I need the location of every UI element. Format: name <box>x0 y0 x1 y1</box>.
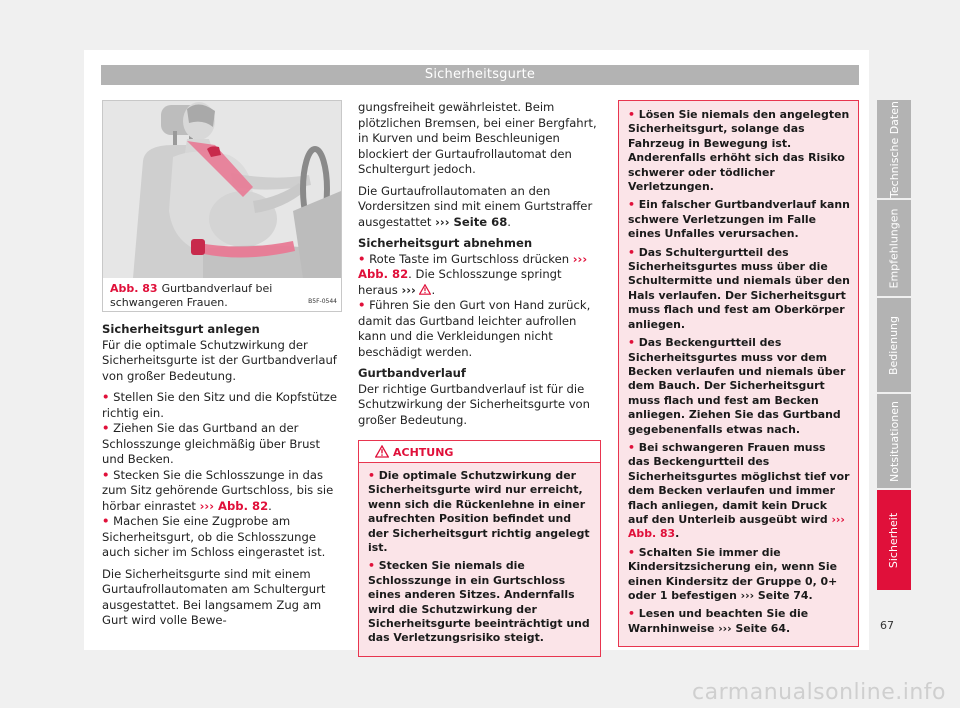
warning-item: • Stecken Sie niemals die Schlosszunge in ein Gurtschloss eines anderen Sitzes. Andernfalls wird die Schutzwirkung der Sicherheitsgurte beeinträchtigt und das Verletzungsrisiko steigt. <box>368 559 590 645</box>
tab-bedienung[interactable]: Bedienung <box>877 298 911 392</box>
arrow-ref[interactable]: ››› <box>740 589 755 602</box>
heading-sicherheitsgurt-abnehmen: Sicherheitsgurt abnehmen <box>358 236 533 250</box>
warning-triangle-icon <box>375 445 389 458</box>
arrow-ref[interactable]: ››› <box>718 621 732 635</box>
warning-item: • Ein falscher Gurtbandverlauf kann schwere Verletzungen im Falle eines Unfalles verursachen. <box>628 198 850 241</box>
warning-box-continued <box>618 100 859 647</box>
arrow-ref[interactable]: ››› <box>401 282 416 297</box>
column-left <box>102 100 342 629</box>
bullet-icon: • <box>102 514 110 528</box>
bullet-icon: • <box>368 559 375 573</box>
figure-caption <box>110 282 338 310</box>
warning-box <box>358 440 601 657</box>
bullet-icon: • <box>358 251 366 266</box>
col1-bullet-1: • Stellen Sie den Sitz und die Kopfstütze richtig ein. <box>102 390 337 420</box>
bullet-icon: • <box>628 545 635 559</box>
bullet-icon: • <box>628 108 635 121</box>
bullet-icon: • <box>628 440 635 454</box>
column-middle <box>358 100 601 657</box>
col1-bullet-4: • Machen Sie eine Zugprobe am Sicherheitsgurt, ob die Schlosszunge auch sicher im Schloss eingerastet ist. <box>102 514 326 559</box>
tab-technische-daten[interactable]: Technische Daten <box>877 100 911 198</box>
col2-bullet-2: • Führen Sie den Gurt von Hand zurück, damit das Gurtband leichter aufrollen kann und die Verkleidungen nicht beschädigt werden. <box>358 298 591 359</box>
warning-header <box>359 441 600 463</box>
link-seite-74[interactable]: Seite 74 <box>757 589 809 602</box>
col1-outro: Die Sicherheitsgurte sind mit einem Gurtaufrollautomaten am Schultergurt ausgestattet. Bei langsamem Zug am Gurt wird volle Bewe- <box>102 566 326 627</box>
col2-para3: Der richtige Gurtbandverlauf ist für die Schutzwirkung der Sicherheitsgurte von großer Bedeutung. <box>358 381 590 427</box>
warning-body-continued <box>619 101 858 646</box>
warning-item: • Das Schultergurtteil des Sicherheitsgurtes muss über die Schultermitte und niemals über den Hals verlaufen. Der Sicherheitsgurt muss flach und fest am Oberkörper anliegen. <box>628 245 850 331</box>
bullet-icon: • <box>628 198 635 212</box>
bullet-icon: • <box>102 467 110 482</box>
tab-sicherheit[interactable]: Sicherheit <box>877 490 911 590</box>
warning-item: • Lesen und beachten Sie die Warnhinweise ››› Seite 64. <box>628 607 809 635</box>
warning-item: • Das Beckengurtteil des Sicherheitsgurtes muss vor dem Becken verlaufen und niemals über dem Bauch. Der Sicherheitsgurt muss flach und fest am Becken anliegen. Ziehen Sie das Gurtband gegebenenfalls etwas nach. <box>628 336 846 436</box>
bullet-icon: • <box>102 421 110 435</box>
col1-bullet-2: • Ziehen Sie das Gurtband an der Schlosszunge gleichmäßig über Brust und Becken. <box>102 421 321 466</box>
page-number: 67 <box>880 619 894 632</box>
col2-continuation: gungsfreiheit gewährleistet. Beim plötzlichen Bremsen, bei einer Bergfahrt, in Kurven und beim Beschleunigen blockiert der Gurtaufrollautomat den Schultergurt jedoch. <box>358 100 597 176</box>
figure-box <box>102 100 342 312</box>
figure-illustration <box>103 101 341 278</box>
bullet-icon: • <box>628 336 635 350</box>
watermark: carmanualsonline.info <box>692 680 946 705</box>
tab-empfehlungen[interactable]: Empfehlungen <box>877 200 911 296</box>
link-seite-64[interactable]: Seite 64 <box>735 621 786 635</box>
heading-sicherheitsgurt-anlegen: Sicherheitsgurt anlegen <box>102 322 260 336</box>
bullet-icon: • <box>628 245 635 259</box>
bullet-icon: • <box>628 607 635 621</box>
col2-para2: Die Gurtaufrollautomaten an den Vordersitzen sind mit einem Gurtstraffer ausgestattet ››› Seite 68. <box>358 183 593 229</box>
tab-notsituationen[interactable]: Notsituationen <box>877 394 911 488</box>
col1-intro: Für die optimale Schutzwirkung der Sicherheitsgurte ist der Gurtbandverlauf von großer Bedeutung. <box>102 337 337 383</box>
link-seite-68[interactable]: ››› Seite 68 <box>435 214 508 229</box>
col1-bullet-3: • Stecken Sie die Schlosszunge in das zum Sitz gehörende Gurtschloss, bis sie hörbar einrastet ››› Abb. 82. <box>102 467 334 513</box>
link-abb-82[interactable]: ››› Abb. 82 <box>199 498 269 513</box>
warning-body <box>359 463 600 656</box>
column-right <box>618 100 859 647</box>
bullet-icon: • <box>368 469 375 482</box>
bullet-icon: • <box>102 390 110 404</box>
figure-code: B5F-0544 <box>308 297 337 305</box>
pregnant-woman-seatbelt-illustration <box>103 101 341 278</box>
figure-number: Abb. 83 <box>110 282 158 295</box>
page-header: Sicherheitsgurte <box>101 65 859 85</box>
link-abb-82-b[interactable]: ››› Abb. 82 <box>358 251 588 281</box>
warning-triangle-icon <box>419 284 431 295</box>
link-abb-83[interactable]: ››› Abb. 83 <box>628 512 845 541</box>
warning-item: • Bei schwangeren Frauen muss das Beckengurtteil des Sicherheitsgurtes möglichst tief vor dem Becken verlaufen und immer flach anliegen, damit kein Druck auf den Unterleib ausgeübt wird ››› Abb. 83. <box>628 440 850 541</box>
warning-item: • Lösen Sie niemals den angelegten Sicherheitsgurt, solange das Fahrzeug in Bewegung ist. Anderenfalls erhöht sich das Risiko schwerer oder tödlicher Verletzungen. <box>628 108 850 194</box>
figure-caption-text: Gurtbandverlauf bei schwangeren Frauen. <box>110 282 273 309</box>
warning-title: ACHTUNG <box>393 446 454 459</box>
bullet-icon: • <box>358 298 366 312</box>
warning-item: • Schalten Sie immer die Kindersitzsicherung ein, wenn Sie einen Kindersitz der Gruppe 0, 0+ oder 1 befestigen ››› Seite 74. <box>628 545 838 602</box>
heading-gurtbandverlauf: Gurtbandverlauf <box>358 366 466 380</box>
col2-bullet-1: • Rote Taste im Gurtschloss drücken ››› Abb. 82. Die Schlosszunge springt heraus ››› . <box>358 251 588 297</box>
warning-item: • Die optimale Schutzwirkung der Sicherheitsgurte wird nur erreicht, wenn sich die Rückenlehne in einer aufrechten Position befindet und der Sicherheitsgurt richtig angelegt ist. <box>368 469 590 555</box>
